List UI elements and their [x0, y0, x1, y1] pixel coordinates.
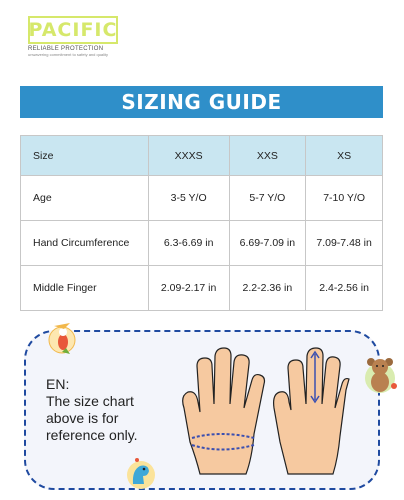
table-row — [21, 266, 383, 311]
table-cell: 2.4-2.56 in — [306, 266, 383, 311]
left-hand-icon — [183, 348, 265, 474]
row-label-cell: Age — [21, 176, 149, 221]
note-text: The size chart above is for reference only. — [46, 393, 138, 443]
header-size-cell: XXXS — [148, 136, 229, 176]
right-hand-icon — [274, 348, 349, 474]
logo-wordmark: PACIFIC — [28, 16, 118, 44]
header-size-cell: XS — [306, 136, 383, 176]
dinosaur-icon — [124, 456, 158, 492]
table-cell: 2.09-2.17 in — [148, 266, 229, 311]
table-cell: 6.3-6.69 in — [148, 221, 229, 266]
hand-measure-illustration — [170, 346, 350, 488]
brand-logo — [28, 16, 138, 57]
table-cell: 7-10 Y/O — [306, 176, 383, 221]
bird-icon — [40, 318, 84, 358]
row-label-cell: Hand Circumference — [21, 221, 149, 266]
table-cell: 7.09-7.48 in — [306, 221, 383, 266]
table-cell: 2.2-2.36 in — [229, 266, 306, 311]
table-cell: 3-5 Y/O — [148, 176, 229, 221]
table-row — [21, 221, 383, 266]
teddy-bear-icon — [360, 350, 400, 396]
table-cell: 6.69-7.09 in — [229, 221, 306, 266]
page-title: SIZING GUIDE — [121, 90, 282, 114]
logo-tagline: RELIABLE PROTECTION — [28, 46, 104, 52]
header-label-cell: Size — [21, 136, 149, 176]
table-cell: 5-7 Y/O — [229, 176, 306, 221]
logo-subline: unwavering commitment to safety and quality — [28, 52, 109, 57]
header-size-cell: XXS — [229, 136, 306, 176]
sizing-table — [20, 135, 383, 311]
table-row — [21, 176, 383, 221]
sizing-guide-banner — [20, 86, 383, 118]
note-language: EN: — [46, 376, 70, 392]
row-label-cell: Middle Finger — [21, 266, 149, 311]
table-header-row — [21, 136, 383, 176]
reference-note — [46, 376, 156, 444]
